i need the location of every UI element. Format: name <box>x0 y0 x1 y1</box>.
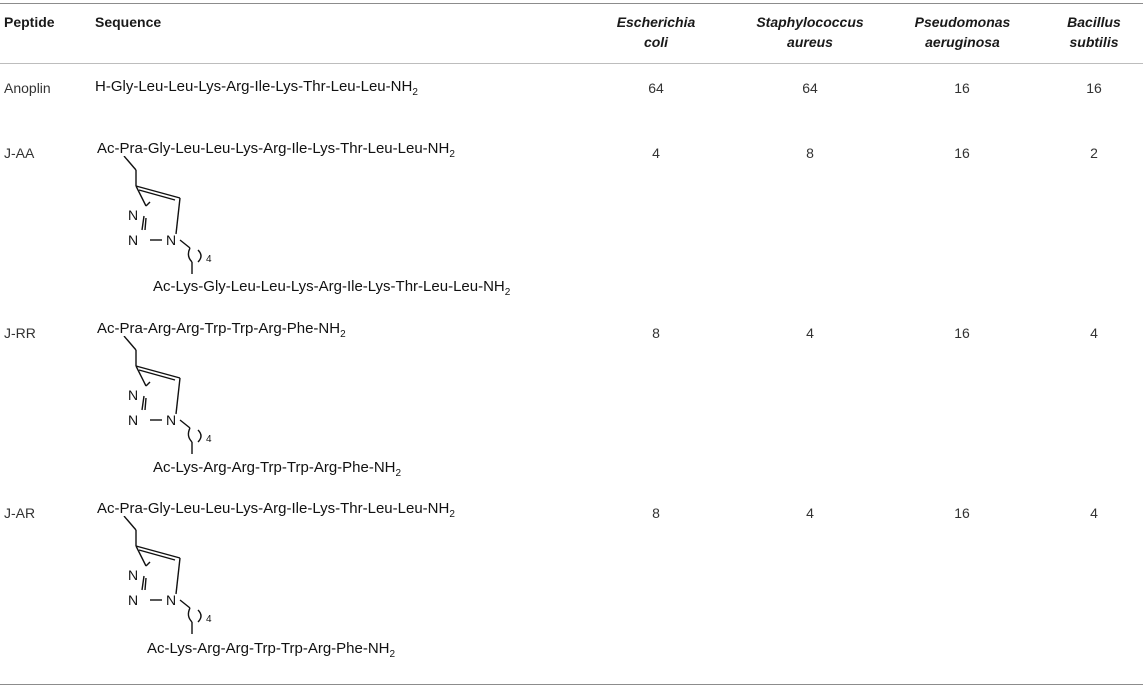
row-anoplin-name: Anoplin <box>4 80 51 96</box>
row-jar-saureus: 4 <box>806 505 814 521</box>
header-escherichia-coli <box>596 12 716 52</box>
row-jrr-bsubtilis: 4 <box>1090 325 1098 341</box>
triazole-n1-label: N <box>128 567 139 583</box>
triazole-n2-label: N <box>128 232 139 248</box>
triazole-n3-label: N <box>166 232 177 248</box>
row-anoplin-saureus: 64 <box>802 80 818 96</box>
header-escherichia-coli-line1: Escherichia <box>616 14 696 30</box>
header-staphylococcus-aureus-line2: aureus <box>787 34 833 50</box>
row-jaa-ecoli: 4 <box>652 145 660 161</box>
row-jar-bsubtilis: 4 <box>1090 505 1098 521</box>
row-jaa-paeruginosa: 16 <box>954 145 970 161</box>
triazole-n1-label: N <box>128 207 139 223</box>
chain-repeat-label: 4 <box>206 434 212 445</box>
row-jaa-triazole-linker <box>120 156 230 274</box>
header-escherichia-coli-line2: coli <box>643 34 669 50</box>
header-staphylococcus-aureus-line1: Staphylococcus <box>756 14 864 30</box>
row-jrr-name: J-RR <box>4 325 36 341</box>
header-sequence: Sequence <box>95 14 162 30</box>
row-jaa-sequence-bottom: $Ac-Lys-Gly-Leu-Leu-Lys-Arg-Ile-Lys-Thr-Leu-Leu-NH_2$ <box>153 278 511 298</box>
row-jar-paeruginosa: 16 <box>954 505 970 521</box>
row-jar-name: J-AR <box>4 505 36 521</box>
header-staphylococcus-aureus <box>740 12 880 52</box>
triazole-n2-label: N <box>128 412 139 428</box>
triazole-n3-label: N <box>166 412 177 428</box>
table-top-rule <box>0 3 1143 4</box>
triazole-n2-label: N <box>128 592 139 608</box>
chain-repeat-label: 4 <box>206 254 212 265</box>
table-bottom-rule <box>0 684 1143 685</box>
row-anoplin-paeruginosa: 16 <box>954 80 970 96</box>
row-jrr-paeruginosa: 16 <box>954 325 970 341</box>
header-bacillus-subtilis-line2: subtilis <box>1069 34 1119 50</box>
row-jaa-name: J-AA <box>4 145 35 161</box>
triazole-n1-label: N <box>128 387 139 403</box>
header-pseudomonas-aeruginosa-line2: aeruginosa <box>925 34 1000 50</box>
row-jaa-sequence-top: $Ac-Pra-Gly-Leu-Leu-Lys-Arg-Ile-Lys-Thr-Leu-Leu-NH_2$ <box>97 140 455 160</box>
row-anoplin-sequence: $H-Gly-Leu-Leu-Lys-Arg-Ile-Lys-Thr-Leu-Leu-NH_2$ <box>95 78 418 98</box>
header-bacillus-subtilis <box>1050 12 1138 52</box>
triazole-n3-label: N <box>166 592 177 608</box>
row-jar-triazole-linker <box>120 516 230 634</box>
row-jrr-triazole-linker <box>120 336 230 454</box>
table-header-rule <box>0 63 1143 64</box>
header-bacillus-subtilis-line1: Bacillus <box>1067 14 1121 30</box>
row-jar-ecoli: 8 <box>652 505 660 521</box>
row-jrr-saureus: 4 <box>806 325 814 341</box>
row-anoplin-bsubtilis: 16 <box>1086 80 1102 96</box>
row-jar-sequence-bottom: $Ac-Lys-Arg-Arg-Trp-Trp-Arg-Phe-NH_2$ <box>147 640 396 660</box>
header-pseudomonas-aeruginosa-line1: Pseudomonas <box>914 14 1011 30</box>
row-jaa-bsubtilis: 2 <box>1090 145 1098 161</box>
row-anoplin-ecoli: 64 <box>648 80 664 96</box>
header-peptide: Peptide <box>4 14 55 30</box>
chain-repeat-label: 4 <box>206 614 212 625</box>
row-jrr-sequence-bottom: $Ac-Lys-Arg-Arg-Trp-Trp-Arg-Phe-NH_2$ <box>153 459 402 479</box>
row-jar-sequence-top: $Ac-Pra-Gly-Leu-Leu-Lys-Arg-Ile-Lys-Thr-Leu-Leu-NH_2$ <box>97 500 455 520</box>
header-pseudomonas-aeruginosa <box>900 12 1025 52</box>
row-jrr-ecoli: 8 <box>652 325 660 341</box>
row-jaa-saureus: 8 <box>806 145 814 161</box>
row-jrr-sequence-top: $Ac-Pra-Arg-Arg-Trp-Trp-Arg-Phe-NH_2$ <box>97 320 346 340</box>
